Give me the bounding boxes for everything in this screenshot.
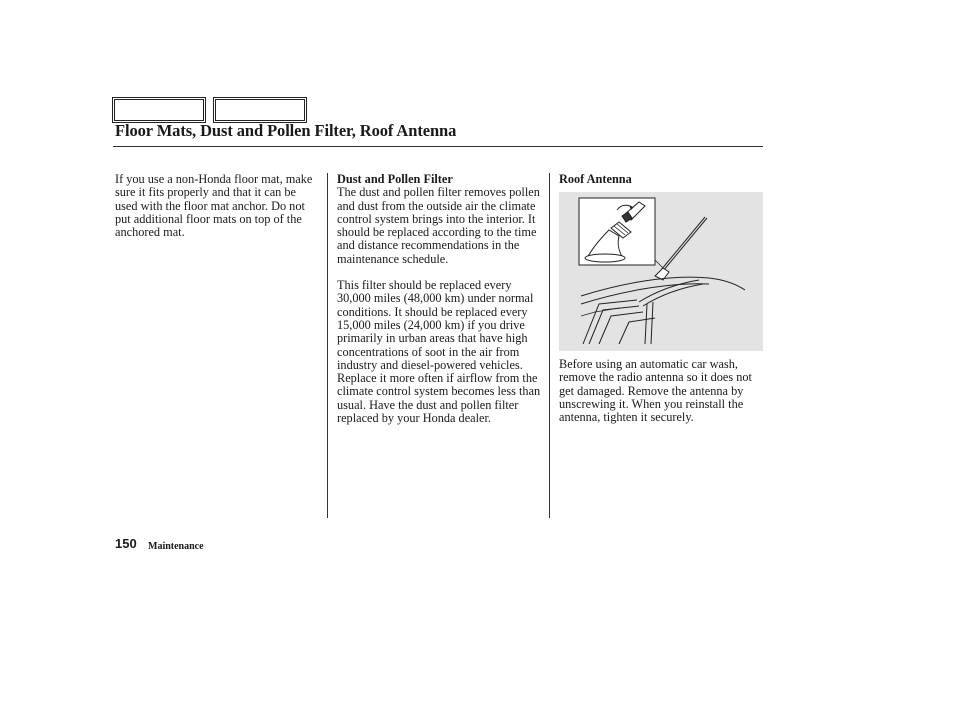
- roof-antenna-text: Before using an automatic car wash, remove the radio antenna so it does not get damaged. Remove the antenna by unscrewing it. When you reinstall the antenna, tighten it securely.: [559, 357, 752, 425]
- floor-mats-column: [115, 173, 320, 239]
- dust-filter-text-1: The dust and pollen filter removes pollen and dust from the outside air the climate control system brings into the interior. It should be replaced according to the time and distance recommendations in the maintenance schedule.: [337, 185, 540, 266]
- dust-filter-heading: Dust and Pollen Filter: [337, 172, 453, 186]
- roof-antenna-heading: Roof Antenna: [559, 172, 632, 186]
- column-divider-2: [549, 173, 550, 518]
- section-name: Maintenance: [148, 541, 204, 552]
- header-tab-left: [112, 97, 206, 123]
- floor-mats-text: If you use a non-Honda floor mat, make sure it fits properly and that it can be used with the floor mat anchor. Do not put additional floor mats on top of the anchored mat.: [115, 172, 313, 240]
- page-title: Floor Mats, Dust and Pollen Filter, Roof Antenna: [115, 121, 457, 140]
- page-number: 150: [115, 536, 137, 551]
- header-tab-right: [213, 97, 307, 123]
- roof-antenna-column: [559, 173, 764, 186]
- roof-antenna-illustration: [559, 192, 763, 351]
- column-divider-1: [327, 173, 328, 518]
- dust-filter-column: [337, 173, 542, 425]
- title-rule: [113, 146, 763, 147]
- dust-filter-text-2: This filter should be replaced every 30,000 miles (48,000 km) under normal conditions. It should be replaced every 15,000 miles (24,000 km) if you drive primarily in urban areas that have high concentrations of soot in the air from industry and diesel-powered vehicles. Replace it more often if airflow from the climate control system becomes less than usual. Have the dust and pollen filter replaced by your Honda dealer.: [337, 278, 541, 426]
- roof-antenna-body: [559, 358, 764, 424]
